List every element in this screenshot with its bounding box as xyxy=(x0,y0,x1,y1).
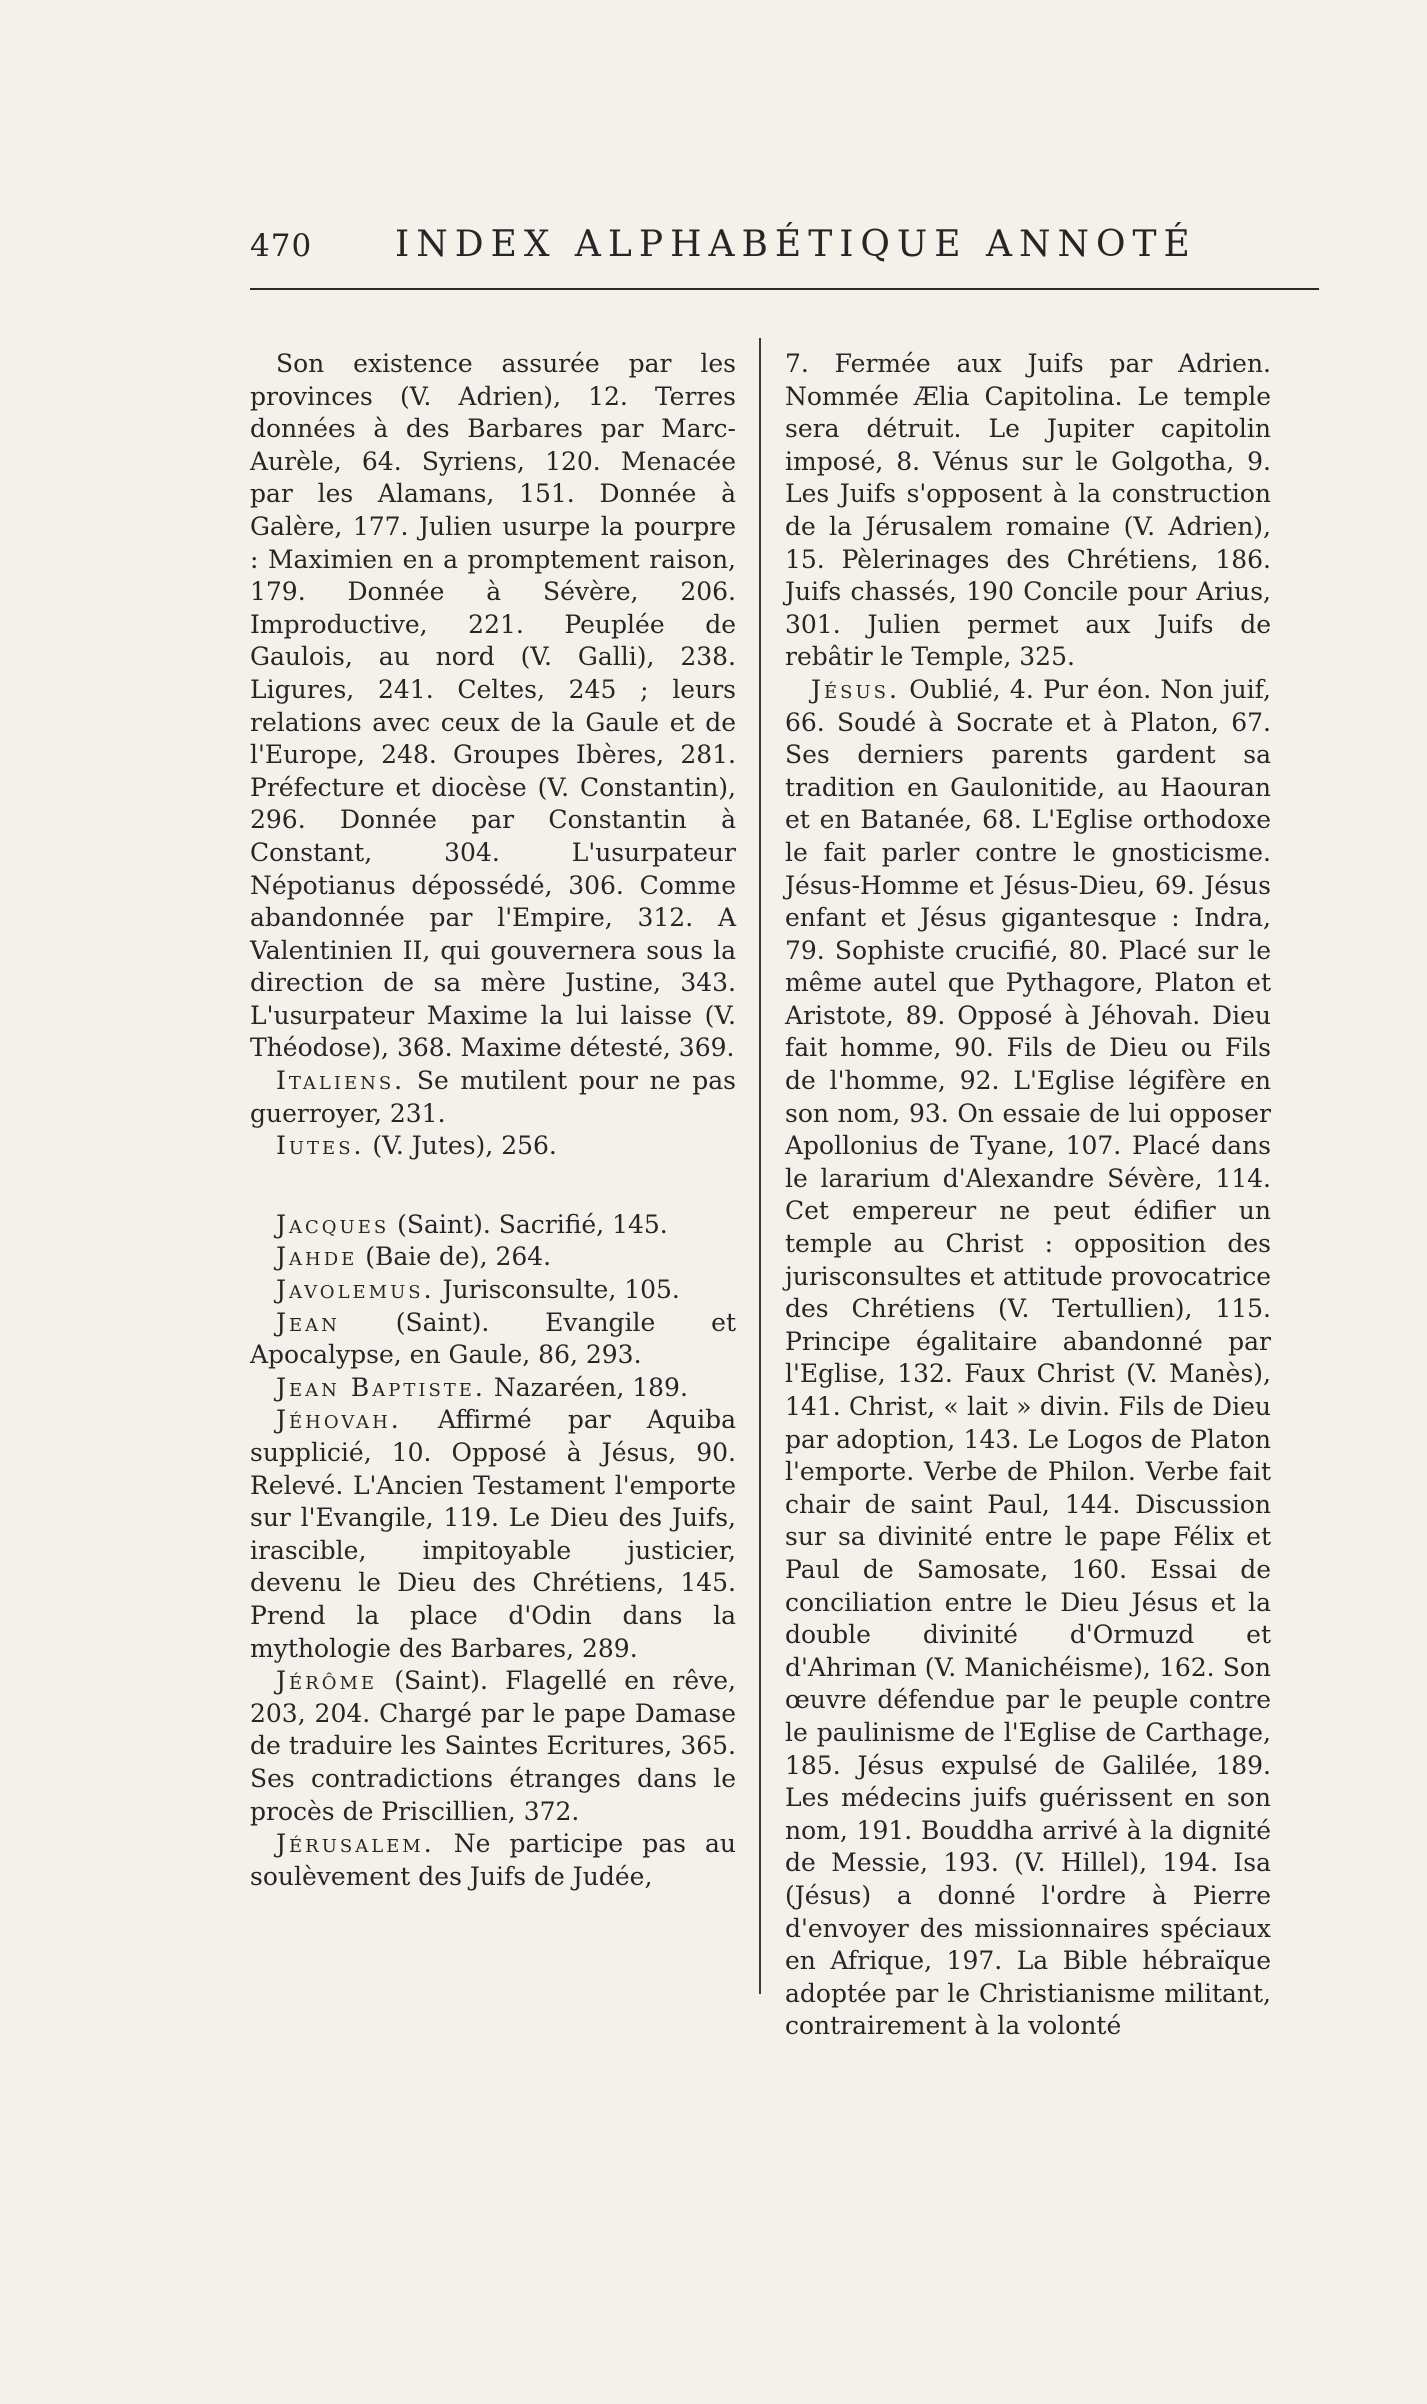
entry-body: (Saint). Flagellé en rêve, 203, 204. Chargé par le pape Damase de traduire les Saintes Ecritures, 365. Ses contradictions étranges dans le procès de Priscillien, 372. xyxy=(250,1666,736,1826)
entry-head: Jéhovah. xyxy=(276,1405,402,1435)
index-entry xyxy=(250,1241,736,1274)
index-entry xyxy=(785,348,1271,674)
index-entry xyxy=(250,1274,736,1307)
index-entry xyxy=(250,1065,736,1130)
entry-body: Se mutilent pour ne pas guerroyer, 231. xyxy=(250,1066,736,1128)
index-entry xyxy=(785,674,1271,2043)
entry-body: Nazaréen, 189. xyxy=(485,1372,688,1402)
entry-body: Jurisconsulte, 105. xyxy=(434,1275,680,1305)
entry-head: Jean xyxy=(276,1307,340,1337)
index-entry xyxy=(250,1404,736,1665)
running-title: INDEX ALPHABÉTIQUE ANNOTÉ xyxy=(395,224,1197,265)
entry-body: (Baie de), 264. xyxy=(357,1242,552,1272)
index-entry xyxy=(250,1130,736,1163)
entry-body: (Saint). Evangile et Apocalypse, en Gaule, 86, 293. xyxy=(250,1307,736,1370)
entry-body: Ne participe pas au soulèvement des Juifs de Judée, xyxy=(250,1829,736,1891)
index-entry xyxy=(250,1665,736,1828)
entry-body: (V. Jutes), 256. xyxy=(364,1131,557,1161)
column-divider xyxy=(759,338,761,1994)
index-entry xyxy=(250,1307,736,1372)
page-number: 470 xyxy=(250,228,313,264)
index-entry xyxy=(250,348,736,1065)
index-entry xyxy=(250,1828,736,1893)
entry-head: Jésus. xyxy=(811,674,900,704)
entry-head: Jean Baptiste. xyxy=(276,1372,486,1402)
entry-head: Jérôme xyxy=(276,1666,378,1696)
entry-head: Jacques xyxy=(276,1209,390,1239)
index-entry xyxy=(250,1209,736,1242)
header-rule xyxy=(250,288,1319,290)
entry-body: (Saint). Sacrifié, 145. xyxy=(389,1209,668,1239)
right-column xyxy=(785,348,1271,2043)
entry-body: 7. Fermée aux Juifs par Adrien. Nommée Ælia Capitolina. Le temple sera détruit. Le Jupiter capitolin imposé, 8. Vénus sur le Golgotha, 9. Les Juifs s'opposent à la construction de la Jérusalem romaine (V. Adrien), 15. Pèlerinages des Chrétiens, 186. Juifs chassés, 190 Concile pour Arius, 301. Julien permet aux Juifs de rebâtir le Temple, 325. xyxy=(785,349,1271,672)
entry-head: Jahde xyxy=(276,1242,358,1272)
entry-body: Oublié, 4. Pur éon. Non juif, 66. Soudé à Socrate et à Platon, 67. Ses derniers parents gardent sa tradition en Gaulonitide, au Haouran et en Batanée, 68. L'Eglise orthodoxe le fait parler contre le gnosticisme. Jésus-Homme et Jésus-Dieu, 69. Jésus enfant et Jésus gigantesque : Indra, 79. Sophiste crucifié, 80. Placé sur le même autel que Pythagore, Platon et Aristote, 89. Opposé à Jéhovah. Dieu fait homme, 90. Fils de Dieu ou Fils de l'homme, 92. L'Eglise légifère en son nom, 93. On essaie de lui opposer Apollonius de Tyane, 107. Placé dans le lararium d'Alexandre Sévère, 114. Cet empereur ne peut édifier un temple au Christ : opposition des jurisconsultes et attitude provocatrice des Chrétiens (V. Tertullien), 115. Principe égalitaire abandonné par l'Eglise, 132. Faux Christ (V. Manès), 141. Christ, « lait » divin. Fils de Dieu par adoption, 143. Le Logos de Platon l'emporte. Verbe de Philon. Verbe fait chair de saint Paul, 144. Discussion sur sa divinité entre le pape Félix et Paul de Samosate, 160. Essai de conciliation entre le Dieu Jésus et la double divinité d'Ormuzd et d'Ahriman (V. Manichéisme), 162. Son œuvre défendue par le peuple contre le paulinisme de l'Eglise de Carthage, 185. Jésus expulsé de Galilée, 189. Les médecins juifs guérissent en son nom, 191. Bouddha arrivé à la dignité de Messie, 193. (V. Hillel), 194. Isa (Jésus) a donné l'ordre à Pierre d'envoyer des missionnaires spéciaux en Afrique, 197. La Bible hébraïque adoptée par le Christianisme militant, contrairement à la volonté xyxy=(785,674,1271,2041)
entry-body: Affirmé par Aquiba supplicié, 10. Opposé à Jésus, 90. Relevé. L'Ancien Testament l'emporte sur l'Evangile, 119. Le Dieu des Juifs, irascible, impitoyable justicier, devenu le Dieu des Chrétiens, 145. Prend la place d'Odin dans la mythologie des Barbares, 289. xyxy=(250,1405,736,1663)
left-column xyxy=(250,348,736,1893)
index-entry xyxy=(250,1372,736,1405)
entry-head: Javolemus. xyxy=(276,1275,435,1305)
entry-head: Italiens. xyxy=(276,1066,406,1096)
entry-head: Jérusalem. xyxy=(276,1829,435,1859)
entry-body: Son existence assurée par les provinces (V. Adrien), 12. Terres données à des Barbares par Marc-Aurèle, 64. Syriens, 120. Menacée par les Alamans, 151. Donnée à Galère, 177. Julien usurpe la pourpre : Maximien en a promptement raison, 179. Donnée à Sévère, 206. Improductive, 221. Peuplée de Gaulois, au nord (V. Galli), 238. Ligures, 241. Celtes, 245 ; leurs relations avec ceux de la Gaule et de l'Europe, 248. Groupes Ibères, 281. Préfecture et diocèse (V. Constantin), 296. Donnée par Constantin à Constant, 304. L'usurpateur Népotianus dépossédé, 306. Comme abandonnée par l'Empire, 312. A Valentinien II, qui gouvernera sous la direction de sa mère Justine, 343. L'usurpateur Maxime la lui laisse (V. Théodose), 368. Maxime détesté, 369. xyxy=(250,349,736,1063)
entry-head: Iutes. xyxy=(276,1131,365,1161)
